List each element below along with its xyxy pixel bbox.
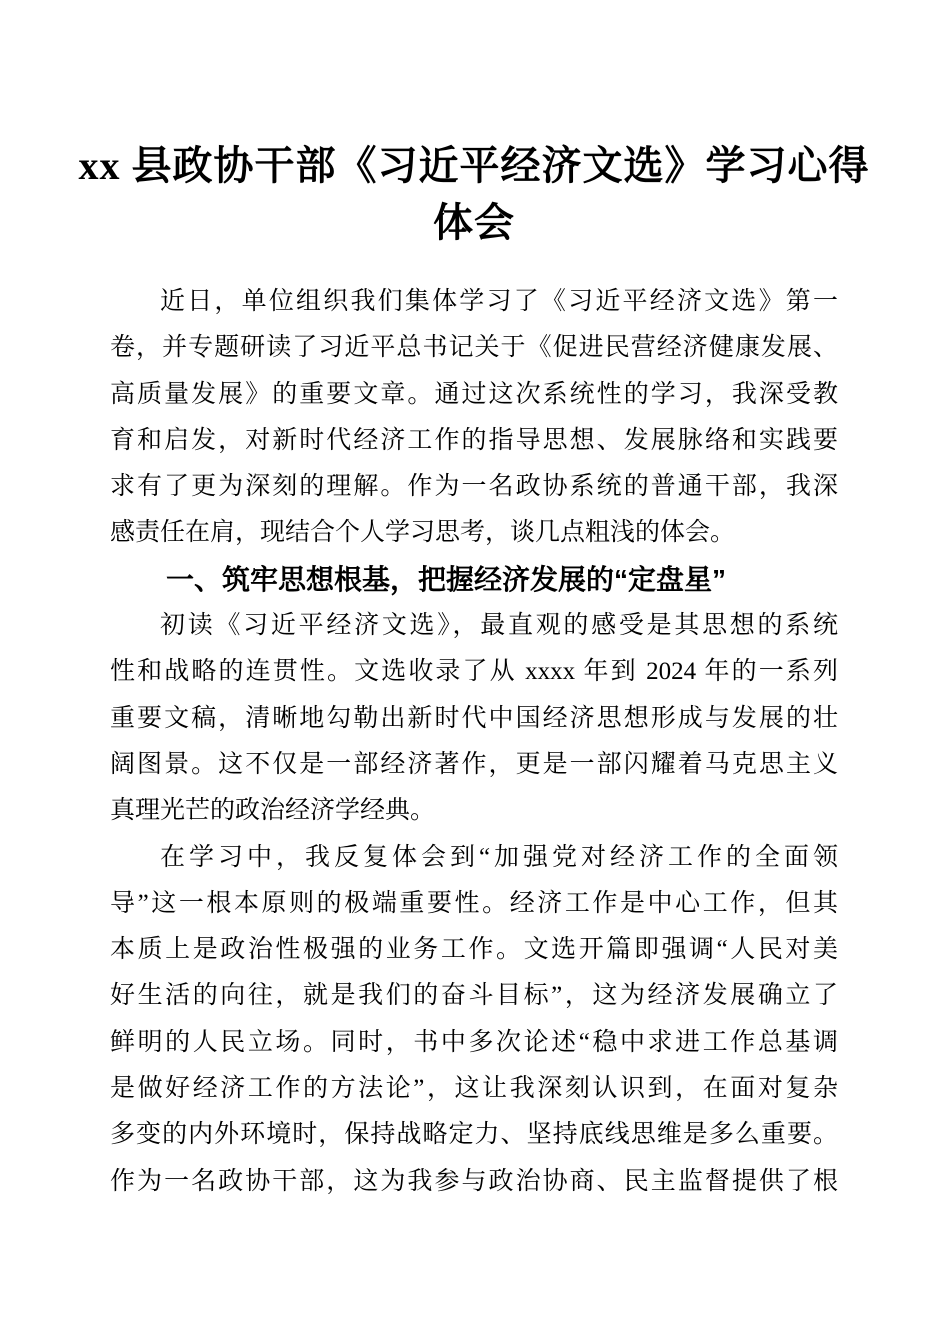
paragraph-line: 近日，单位组织我们集体学习了《习近平经济文选》第一	[160, 288, 838, 315]
paragraph-line: 作为一名政协干部，这为我参与政治协商、民主监督提供了根	[110, 1167, 838, 1195]
paragraph-line: 多变的内外环境时，保持战略定力、坚持底线思维是多么重要。	[110, 1121, 838, 1149]
paragraph-line: 鲜明的人民立场。同时，书中多次论述“稳中求进工作总基调	[110, 1028, 838, 1056]
paragraph-line: 真理光芒的政治经济学经典。	[110, 797, 436, 825]
paragraph-line: 在学习中，我反复体会到“加强党对经济工作的全面领	[160, 843, 838, 871]
paragraph-line: 阔图景。这不仅是一部经济著作，更是一部闪耀着马克思主义	[110, 750, 838, 778]
document-body	[110, 279, 838, 1205]
paragraph-line: 育和启发，对新时代经济工作的指导思想、发展脉络和实践要	[110, 426, 838, 454]
paragraph-line: 求有了更为深刻的理解。作为一名政协系统的普通干部，我深	[110, 473, 838, 501]
paragraph-line: 卷，并专题研读了习近平总书记关于《促进民营经济健康发展、	[110, 334, 838, 362]
paragraph-line: 性和战略的连贯性。文选收录了从 xxxx 年到 2024 年的一系列	[110, 658, 838, 686]
paragraph-line: 感责任在肩，现结合个人学习思考，谈几点粗浅的体会。	[110, 519, 736, 547]
paragraph-line: 重要文稿，清晰地勾勒出新时代中国经济思想形成与发展的壮	[110, 704, 838, 732]
paragraph-line: 高质量发展》的重要文章。通过这次系统性的学习，我深受教	[110, 380, 838, 408]
paragraph-line: 是做好经济工作的方法论”，这让我深刻认识到，在面对复杂	[110, 1075, 838, 1103]
title-line-2: 体会	[433, 200, 515, 245]
paragraph-line: 好生活的向往，就是我们的奋斗目标”，这为经济发展确立了	[110, 982, 838, 1010]
paragraph-line: 本质上是政治性极强的业务工作。文选开篇即强调“人民对美	[110, 936, 838, 964]
paragraph-line: 导”这一根本原则的极端重要性。经济工作是中心工作，但其	[110, 889, 838, 917]
title-line-1: xx 县政协干部《习近平经济文选》学习心得	[78, 143, 870, 188]
paragraph-line: 初读《习近平经济文选》，最直观的感受是其思想的系统	[160, 612, 838, 640]
document-title	[50, 137, 898, 251]
section-heading: 一、筑牢思想根基，把握经济发展的“定盘星”	[166, 563, 727, 595]
